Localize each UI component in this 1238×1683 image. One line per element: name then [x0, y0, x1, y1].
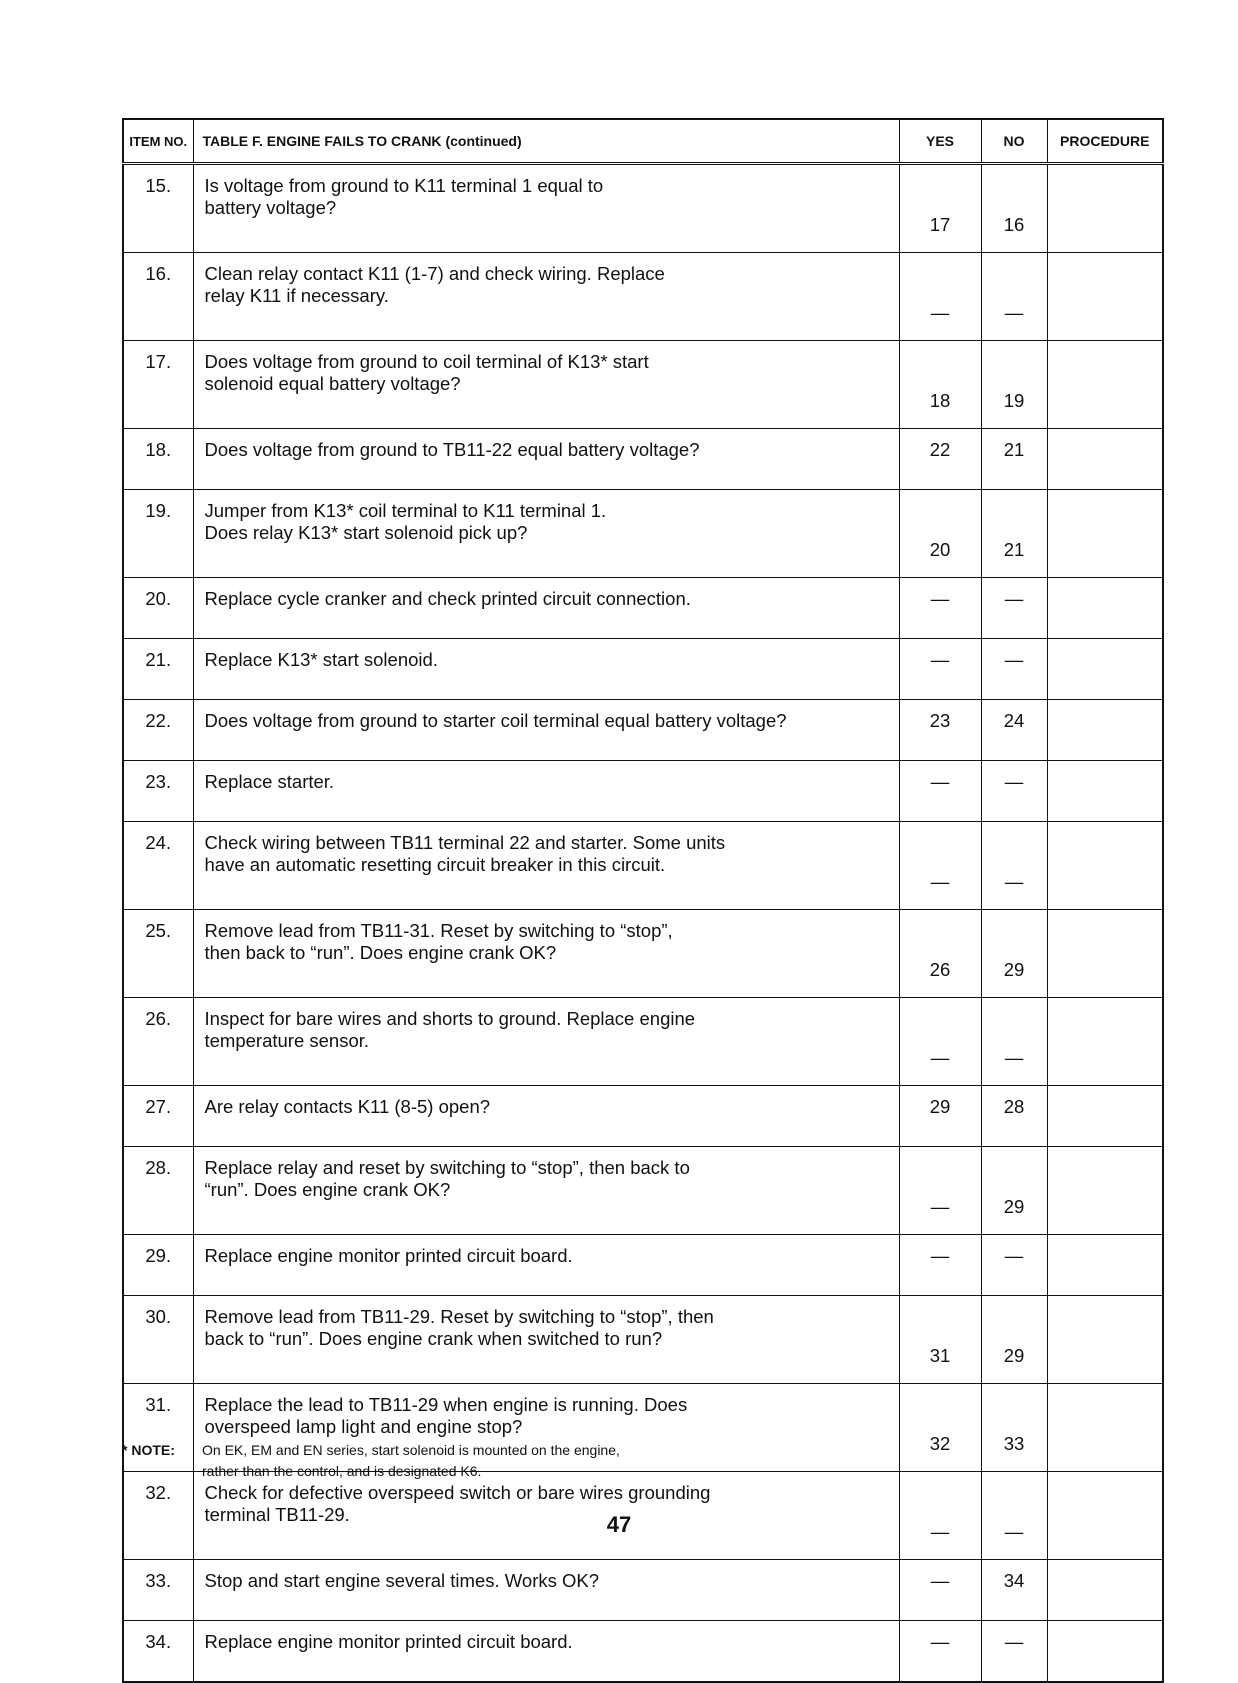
no-goto: 24: [981, 700, 1047, 761]
description-line: Jumper from K13* coil terminal to K11 terminal 1.: [204, 500, 607, 521]
no-goto: —: [981, 761, 1047, 822]
step-description: [193, 1235, 899, 1296]
description-line: Replace the lead to TB11-29 when engine is running. Does: [204, 1394, 688, 1415]
yes-goto: —: [899, 639, 981, 700]
description-line: battery voltage?: [204, 197, 337, 218]
no-goto: 29: [981, 1296, 1047, 1384]
yes-goto: —: [899, 822, 981, 910]
step-description: [193, 998, 899, 1086]
procedure-cell: [1047, 1384, 1163, 1472]
no-goto: 29: [981, 910, 1047, 998]
procedure-cell: [1047, 578, 1163, 639]
yes-goto: 23: [899, 700, 981, 761]
no-goto: 34: [981, 1560, 1047, 1621]
table-row: [123, 700, 1163, 761]
description-line: Does voltage from ground to coil terminal of K13* start: [204, 351, 649, 372]
description-line: Replace starter.: [204, 771, 335, 792]
step-description: [193, 639, 899, 700]
item-number: 17.: [123, 341, 193, 429]
step-description: [193, 1086, 899, 1147]
table-row: [123, 1621, 1163, 1683]
yes-goto: 17: [899, 164, 981, 253]
description-line: then back to “run”. Does engine crank OK?: [204, 942, 557, 963]
item-number: 21.: [123, 639, 193, 700]
table-row: [123, 578, 1163, 639]
procedure-cell: [1047, 1086, 1163, 1147]
step-description: [193, 253, 899, 341]
item-number: 23.: [123, 761, 193, 822]
no-goto: 33: [981, 1384, 1047, 1472]
no-goto: 29: [981, 1147, 1047, 1235]
yes-goto: —: [899, 578, 981, 639]
no-goto: 28: [981, 1086, 1047, 1147]
description-line: Replace cycle cranker and check printed circuit connection.: [204, 588, 691, 609]
item-number: 20.: [123, 578, 193, 639]
procedure-cell: [1047, 998, 1163, 1086]
item-number: 26.: [123, 998, 193, 1086]
procedure-cell: [1047, 822, 1163, 910]
description-line: Stop and start engine several times. Works OK?: [204, 1570, 600, 1591]
procedure-cell: [1047, 1621, 1163, 1683]
procedure-cell: [1047, 1560, 1163, 1621]
yes-goto: —: [899, 998, 981, 1086]
step-description: [193, 164, 899, 253]
procedure-cell: [1047, 1235, 1163, 1296]
yes-goto: 26: [899, 910, 981, 998]
description-line: Does voltage from ground to starter coil terminal equal battery voltage?: [204, 710, 787, 731]
step-description: [193, 578, 899, 639]
step-description: [193, 822, 899, 910]
table-row: [123, 1086, 1163, 1147]
step-description: [193, 910, 899, 998]
item-number: 22.: [123, 700, 193, 761]
table-row: [123, 639, 1163, 700]
yes-goto: —: [899, 1147, 981, 1235]
description-line: temperature sensor.: [204, 1030, 370, 1051]
description-line: Remove lead from TB11-31. Reset by switching to “stop”,: [204, 920, 673, 941]
procedure-cell: [1047, 761, 1163, 822]
yes-goto: 20: [899, 490, 981, 578]
header-procedure: PROCEDURE: [1047, 119, 1163, 164]
footnote: [122, 1440, 620, 1482]
yes-goto: 31: [899, 1296, 981, 1384]
item-number: 28.: [123, 1147, 193, 1235]
step-description: [193, 700, 899, 761]
yes-goto: —: [899, 1560, 981, 1621]
item-number: 16.: [123, 253, 193, 341]
no-goto: 16: [981, 164, 1047, 253]
item-number: 15.: [123, 164, 193, 253]
no-goto: 21: [981, 429, 1047, 490]
description-line: relay K11 if necessary.: [204, 285, 389, 306]
header-yes: YES: [899, 119, 981, 164]
table-row: [123, 998, 1163, 1086]
table-row: [123, 1235, 1163, 1296]
description-line: back to “run”. Does engine crank when switched to run?: [204, 1328, 663, 1349]
item-number: 30.: [123, 1296, 193, 1384]
yes-goto: 18: [899, 341, 981, 429]
description-line: solenoid equal battery voltage?: [204, 373, 461, 394]
table-title: TABLE F. ENGINE FAILS TO CRANK: [202, 133, 442, 149]
procedure-cell: [1047, 1147, 1163, 1235]
description-line: Does voltage from ground to TB11-22 equal battery voltage?: [204, 439, 700, 460]
description-line: Check wiring between TB11 terminal 22 and starter. Some units: [204, 832, 726, 853]
description-line: Is voltage from ground to K11 terminal 1 equal to: [204, 175, 604, 196]
yes-goto: 32: [899, 1384, 981, 1472]
description-line: terminal TB11-29.: [204, 1504, 350, 1525]
yes-goto: 29: [899, 1086, 981, 1147]
note-line-2: rather than the control, and is designated K6.: [202, 1463, 482, 1479]
item-number: 32.: [123, 1472, 193, 1560]
step-description: [193, 1147, 899, 1235]
no-goto: 19: [981, 341, 1047, 429]
table-row: [123, 910, 1163, 998]
table-title-suffix: (continued): [445, 133, 522, 149]
description-line: “run”. Does engine crank OK?: [204, 1179, 451, 1200]
step-description: [193, 429, 899, 490]
description-line: Inspect for bare wires and shorts to ground. Replace engine: [204, 1008, 696, 1029]
item-number: 25.: [123, 910, 193, 998]
table-row: [123, 164, 1163, 253]
table-row: [123, 429, 1163, 490]
description-line: Check for defective overspeed switch or bare wires grounding: [204, 1482, 711, 1503]
table-row: [123, 822, 1163, 910]
step-description: [193, 761, 899, 822]
procedure-cell: [1047, 700, 1163, 761]
step-description: [193, 1560, 899, 1621]
step-description: [193, 1621, 899, 1683]
description-line: Clean relay contact K11 (1-7) and check wiring. Replace: [204, 263, 665, 284]
procedure-cell: [1047, 253, 1163, 341]
description-line: overspeed lamp light and engine stop?: [204, 1416, 523, 1437]
procedure-cell: [1047, 341, 1163, 429]
description-line: Are relay contacts K11 (8-5) open?: [204, 1096, 491, 1117]
yes-goto: —: [899, 761, 981, 822]
header-item-no: ITEM NO.: [123, 119, 193, 164]
no-goto: —: [981, 1472, 1047, 1560]
description-line: Replace engine monitor printed circuit board.: [204, 1245, 573, 1266]
item-number: 33.: [123, 1560, 193, 1621]
table-row: [123, 761, 1163, 822]
table-header-row: [123, 119, 1163, 164]
item-number: 31.: [123, 1384, 193, 1472]
item-number: 19.: [123, 490, 193, 578]
procedure-cell: [1047, 490, 1163, 578]
step-description: [193, 341, 899, 429]
procedure-cell: [1047, 639, 1163, 700]
yes-goto: —: [899, 1472, 981, 1560]
description-line: have an automatic resetting circuit breaker in this circuit.: [204, 854, 666, 875]
note-line-1: On EK, EM and EN series, start solenoid is mounted on the engine,: [202, 1442, 620, 1458]
item-number: 24.: [123, 822, 193, 910]
table-row: [123, 1560, 1163, 1621]
no-goto: 21: [981, 490, 1047, 578]
item-number: 18.: [123, 429, 193, 490]
procedure-cell: [1047, 1296, 1163, 1384]
yes-goto: —: [899, 1621, 981, 1683]
table-row: [123, 1147, 1163, 1235]
table-row: [123, 1296, 1163, 1384]
header-no: NO: [981, 119, 1047, 164]
item-number: 29.: [123, 1235, 193, 1296]
no-goto: —: [981, 1621, 1047, 1683]
procedure-cell: [1047, 910, 1163, 998]
procedure-cell: [1047, 164, 1163, 253]
page-number: 47: [606, 1512, 632, 1537]
procedure-cell: [1047, 429, 1163, 490]
description-line: Replace relay and reset by switching to “stop”, then back to: [204, 1157, 690, 1178]
step-description: [193, 1296, 899, 1384]
table-row: [123, 253, 1163, 341]
no-goto: —: [981, 578, 1047, 639]
no-goto: —: [981, 822, 1047, 910]
item-number: 34.: [123, 1621, 193, 1683]
yes-goto: —: [899, 1235, 981, 1296]
yes-goto: —: [899, 253, 981, 341]
description-line: Remove lead from TB11-29. Reset by switching to “stop”, then: [204, 1306, 714, 1327]
description-line: Replace K13* start solenoid.: [204, 649, 438, 670]
no-goto: —: [981, 253, 1047, 341]
table-row: [123, 490, 1163, 578]
header-table-title: [193, 119, 899, 164]
no-goto: —: [981, 998, 1047, 1086]
description-line: Replace engine monitor printed circuit board.: [204, 1631, 573, 1652]
note-label: * NOTE:: [122, 1442, 175, 1458]
description-line: Does relay K13* start solenoid pick up?: [204, 522, 528, 543]
item-number: 27.: [123, 1086, 193, 1147]
table-row: [123, 341, 1163, 429]
no-goto: —: [981, 639, 1047, 700]
step-description: [193, 490, 899, 578]
no-goto: —: [981, 1235, 1047, 1296]
yes-goto: 22: [899, 429, 981, 490]
